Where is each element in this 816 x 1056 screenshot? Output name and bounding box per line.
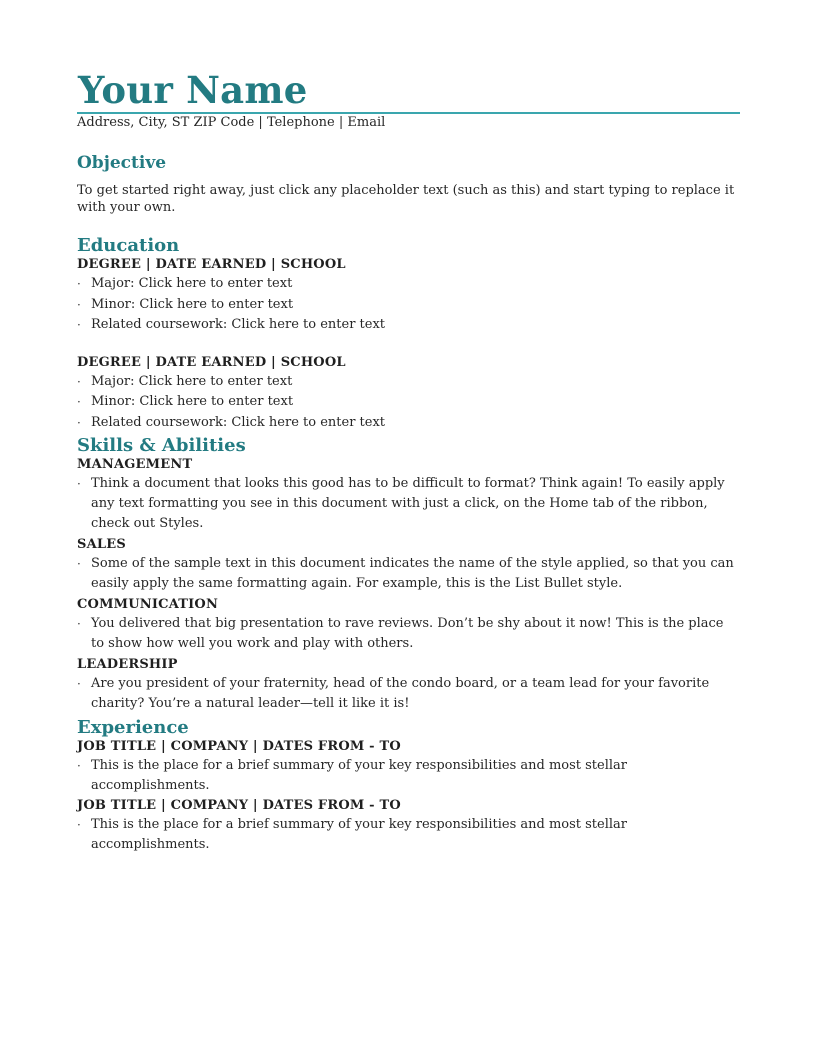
name-divider: [77, 112, 740, 114]
list-item[interactable]: · You delivered that big presentation to rave reviews. Don’t be shy about it now! This is the place to show how well you work and play with others.: [77, 616, 724, 651]
list-item[interactable]: · This is the place for a brief summary of your key responsibilities and most stellar accomplishments.: [77, 817, 628, 852]
education-entry-title[interactable]: DEGREE | DATE EARNED | SCHOOL: [77, 354, 346, 370]
bullet-icon: ·: [77, 617, 81, 631]
list-item[interactable]: · Are you president of your fraternity, head of the condo board, or a team lead for your favorite charity? You’re a natural leader—tell it like it is!: [77, 676, 710, 711]
list-item[interactable]: · Some of the sample text in this document indicates the name of the style applied, so that you can easily apply the same formatting again. For example, this is the List Bullet style.: [77, 556, 734, 591]
list-item[interactable]: · Minor: Click here to enter text: [77, 295, 740, 316]
education-entry-title[interactable]: DEGREE | DATE EARNED | SCHOOL: [77, 257, 346, 272]
list-item[interactable]: · Major: Click here to enter text: [77, 372, 740, 393]
bullet-icon: ·: [77, 415, 81, 430]
skill-group-title[interactable]: LEADERSHIP: [77, 657, 178, 672]
bullet-icon: ·: [77, 818, 81, 832]
bullet-icon: ·: [77, 395, 81, 409]
list-item[interactable]: · Think a document that looks this good has to be difficult to format? Think again! To easily apply any text formatting you see in this document with just a click, on the Home tab of the ribbon, check out Styles.: [77, 476, 725, 531]
job-title[interactable]: JOB TITLE | COMPANY | DATES FROM - TO: [77, 798, 401, 813]
bullet-icon: ·: [77, 557, 81, 571]
experience-heading: Experience: [77, 717, 189, 738]
list-item[interactable]: · Related coursework: Click here to enter text: [77, 315, 740, 336]
education-entry: [77, 354, 740, 434]
list-item[interactable]: · Major: Click here to enter text: [77, 274, 740, 295]
bullet-icon: ·: [77, 374, 81, 389]
list-item[interactable]: · Related coursework: Click here to enter text: [77, 413, 740, 434]
list-item[interactable]: · This is the place for a brief summary of your key responsibilities and most stellar accomplishments.: [77, 758, 628, 793]
skill-group-title[interactable]: MANAGEMENT: [77, 457, 193, 472]
skill-group-title[interactable]: SALES: [77, 537, 126, 552]
objective-heading: Objective: [77, 153, 167, 173]
education-heading: Education: [77, 235, 180, 256]
bullet-icon: ·: [77, 477, 81, 491]
objective-text[interactable]: To get started right away, just click any placeholder text (such as this) and start typing to replace it with your own.: [77, 183, 735, 215]
resume-content: [77, 68, 740, 855]
education-entry: [77, 256, 740, 336]
job-title[interactable]: JOB TITLE | COMPANY | DATES FROM - TO: [77, 739, 401, 754]
list-item[interactable]: · Minor: Click here to enter text: [77, 392, 740, 413]
resume-name[interactable]: Your Name: [78, 68, 308, 112]
bullet-icon: ·: [77, 318, 81, 332]
bullet-icon: ·: [77, 277, 81, 291]
bullet-icon: ·: [77, 759, 81, 773]
skill-group-title[interactable]: COMMUNICATION: [77, 597, 219, 612]
contact-line[interactable]: Address, City, ST ZIP Code | Telephone | Email: [77, 115, 386, 130]
skills-heading: Skills & Abilities: [77, 435, 246, 456]
bullet-icon: ·: [77, 297, 81, 312]
bullet-icon: ·: [77, 677, 81, 691]
